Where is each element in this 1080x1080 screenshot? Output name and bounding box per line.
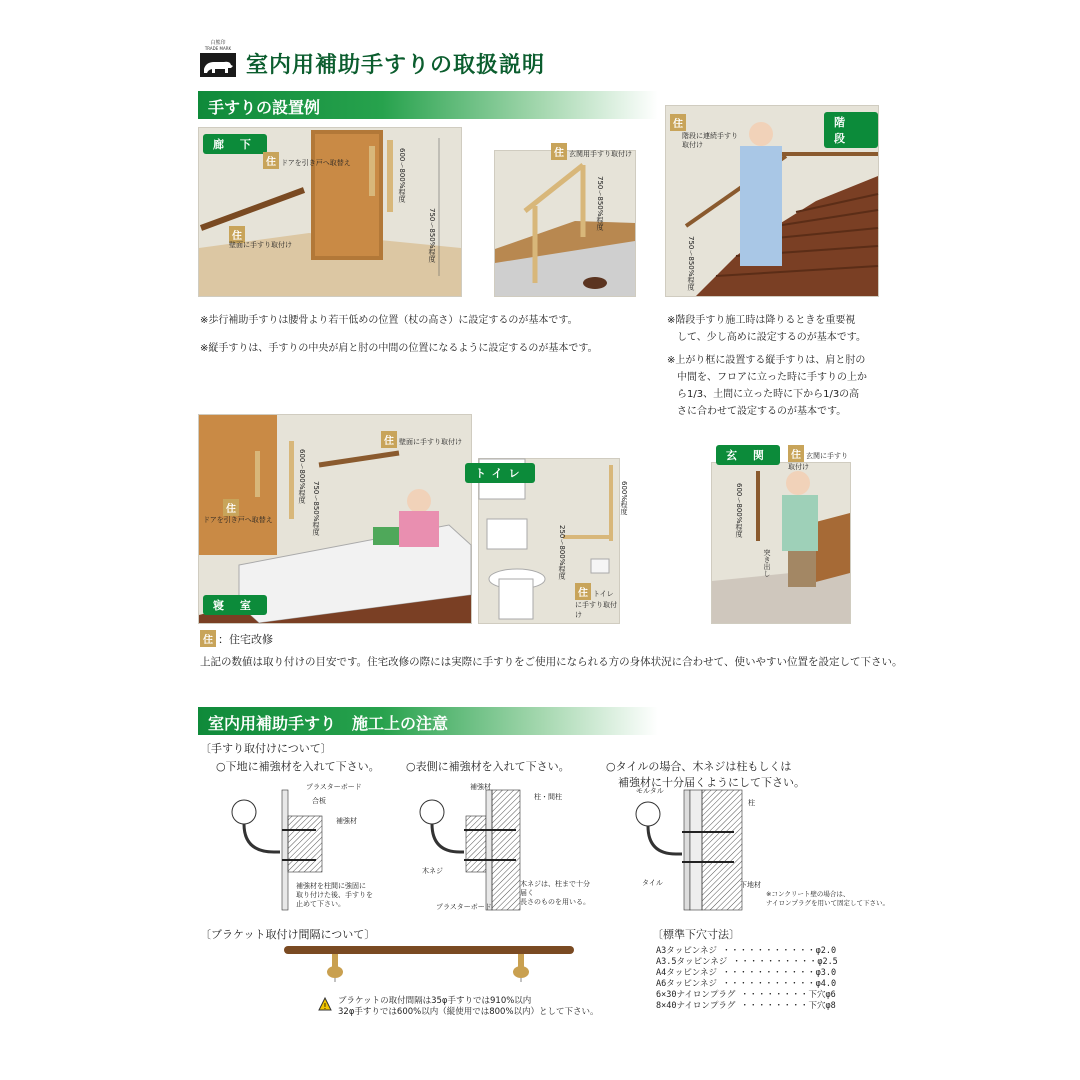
label-pillar: 柱 (748, 799, 755, 807)
std-row: 6×30ナイロンプラグ ・・・・・・・・下穴φ6 (656, 990, 836, 1000)
dim-height: 750～850%程度 (312, 481, 320, 536)
dim-height: 突き出し (763, 549, 771, 577)
label-plasterboard: プラスターボード (436, 903, 492, 911)
dim-height: 750～850%程度 (428, 208, 436, 263)
dim-height: 250～800%程度 (558, 525, 566, 580)
section-title: 手すりの設置例 (208, 98, 321, 117)
disclaimer: 上記の数値は取り付けの目安です。住宅改修の際には実際に手すりをご使用になられる方の身体状況に合わせて、使いやすい位置を設定して下さい。 (200, 656, 903, 668)
label-stairs-rail: 階段に連続手すり取付け (682, 132, 738, 149)
label-entrance-rail: 玄関用手すり取付け (569, 150, 632, 158)
tag-bedroom: 寝 室 (203, 595, 267, 615)
note-left-1: ※歩行補助手すりは腰骨より若干低めの位置（杖の高さ）に設定するのが基本です。 (200, 315, 578, 326)
mount-col2-text: ○表側に補強材を入れて下さい。 (406, 760, 570, 773)
ju-icon: 住 (381, 431, 397, 448)
note-left-2: ※縦手すりは、手すりの中央が肩と肘の中間の位置になるように設定するのが基本です。 (200, 343, 598, 354)
note-right-line: 中間を、フロアに立った時に手すりの上か (677, 372, 867, 383)
mount-heading: 〔手すり取付けについて〕 (200, 742, 332, 755)
std-row: 8×40ナイロンプラグ ・・・・・・・・下穴φ8 (656, 1001, 836, 1011)
note-right-line: ※階段手すり施工時は降りるときを重要視 (667, 315, 856, 326)
std-row: A4タッピンネジ ・・・・・・・・・・・φ3.0 (656, 968, 837, 978)
dim-vertical: 600～800%程度 (398, 148, 406, 203)
section-title: 室内用補助手すり 施工上の注意 (208, 714, 449, 733)
label-mortar: モルタル (636, 787, 664, 795)
note-line: 止めて下さい。 (296, 900, 345, 908)
label-door-replace: ドアを引き戸へ取替え (203, 516, 273, 524)
note-line: 長さのものを用いる。 (520, 898, 590, 906)
label-reinforcement: 補強材 (470, 783, 491, 791)
std-heading: 〔標準下穴寸法〕 (652, 928, 740, 941)
label-plywood: 合板 (312, 797, 326, 805)
note-line: 補強材を柱間に強固に (296, 882, 366, 890)
mount-col3-note (766, 890, 889, 908)
note-line: 取り付けた後、手すりを (296, 891, 373, 899)
logo-mark-text: 白熊印 (210, 40, 226, 46)
label-base: 下地材 (740, 881, 761, 889)
bracket-diagram (284, 942, 576, 982)
warning-icon (318, 996, 332, 1010)
warning-line: ブラケットの取付間隔は35φ手すりでは910%以内 (338, 996, 532, 1006)
std-row: A6タッピンネジ ・・・・・・・・・・・φ4.0 (656, 979, 837, 989)
logo-sub-text: TRADE MARK (204, 46, 232, 51)
entrance-illustration (711, 449, 851, 624)
label-wall-rail: 壁面に手すり取付け (399, 438, 462, 446)
dim-vertical: 600～800%程度 (735, 483, 743, 538)
std-row: A3.5タッピンネジ ・・・・・・・・・・φ2.5 (656, 957, 838, 967)
dim-vertical: 600～800%程度 (298, 449, 306, 504)
section-installation-notes (198, 707, 658, 735)
label-entrance-rail: 玄関に手すり取付け (788, 452, 848, 471)
ju-icon: 住 (670, 114, 686, 131)
dim-entrance: 750～850%程度 (596, 176, 604, 231)
label-plasterboard: プラスターボード (306, 783, 362, 791)
entrance-rail-illustration (494, 150, 636, 297)
ju-icon: 住 (200, 630, 216, 647)
col3-line: 補強材に十分届くようにして下さい。 (618, 776, 805, 789)
legend (200, 630, 273, 647)
mount-col1-note (296, 882, 373, 909)
mount-diagram-2 (416, 780, 596, 910)
std-row: A3タッピンネジ ・・・・・・・・・・・φ2.0 (656, 946, 837, 956)
bedroom-illustration (198, 414, 472, 624)
legend-text: ：住宅改修 (218, 633, 273, 646)
ju-icon: 住 (788, 445, 804, 462)
trademark-logo (200, 40, 236, 76)
ju-icon: 住 (263, 152, 279, 169)
note-right-line: ※上がり框に設置する縦手すりは、肩と肘の (667, 355, 866, 366)
bracket-warning (338, 996, 599, 1018)
label-wall-rail: 壁面に手すり取付け (229, 241, 292, 249)
ju-icon: 住 (229, 226, 245, 243)
page-title: 室内用補助手すりの取扱説明 (246, 53, 546, 78)
dim-stairs: 750～850%程度 (687, 236, 695, 291)
note-right-line: さに合わせて設定するのが基本です。 (677, 406, 847, 417)
stairs-illustration (665, 105, 879, 297)
tag-corridor: 廊 下 (203, 134, 267, 154)
mount-col2-note (520, 880, 596, 907)
label-toilet-rail: トイレに手すり取付け (575, 590, 617, 619)
section-installation-examples (198, 91, 658, 119)
toilet-illustration (475, 458, 628, 624)
tag-toilet: トイレ (465, 463, 535, 483)
notes-right (667, 312, 897, 420)
ju-icon: 住 (223, 499, 239, 516)
svg-text:!: ! (323, 1002, 327, 1011)
col3-line: ○タイルの場合、木ネジは柱もしくは (606, 760, 792, 773)
polar-bear-icon (200, 53, 236, 77)
ju-icon: 住 (575, 583, 591, 600)
ju-icon: 住 (551, 143, 567, 160)
label-reinforcement: 補強材 (336, 817, 357, 825)
corridor-illustration (198, 127, 462, 297)
label-pillar: 柱・間柱 (534, 793, 562, 801)
note-right-line: ら1/3、土間に立った時に下から1/3の高 (677, 389, 860, 400)
warning-line: 32φ手すりでは600%以内（縦使用では800%以内）として下さい。 (338, 1007, 599, 1017)
mount-diagram-1 (226, 780, 396, 910)
note-right-line: して、少し高めに設定するのが基本です。 (677, 332, 866, 343)
dim-vertical: 600%程度 (620, 481, 628, 516)
bracket-heading: 〔ブラケット取付け間隔について〕 (200, 928, 376, 941)
mount-diagram-3 (630, 786, 890, 910)
label-door-replace: ドアを引き戸へ取替え (281, 159, 351, 167)
mount-col1-text: ○下地に補強材を入れて下さい。 (216, 760, 380, 773)
note-line: 木ネジは、柱まで十分届く (520, 880, 590, 897)
tag-stairs: 階 段 (824, 112, 878, 148)
label-wood-screw: 木ネジ (422, 867, 443, 875)
tag-entrance: 玄 関 (716, 445, 780, 465)
label-tile: タイル (642, 879, 663, 887)
std-table (656, 946, 838, 1012)
note-line: ナイロンプラグを用いて固定して下さい。 (766, 899, 890, 907)
note-line: ※コンクリート壁の場合は、 (766, 890, 850, 898)
